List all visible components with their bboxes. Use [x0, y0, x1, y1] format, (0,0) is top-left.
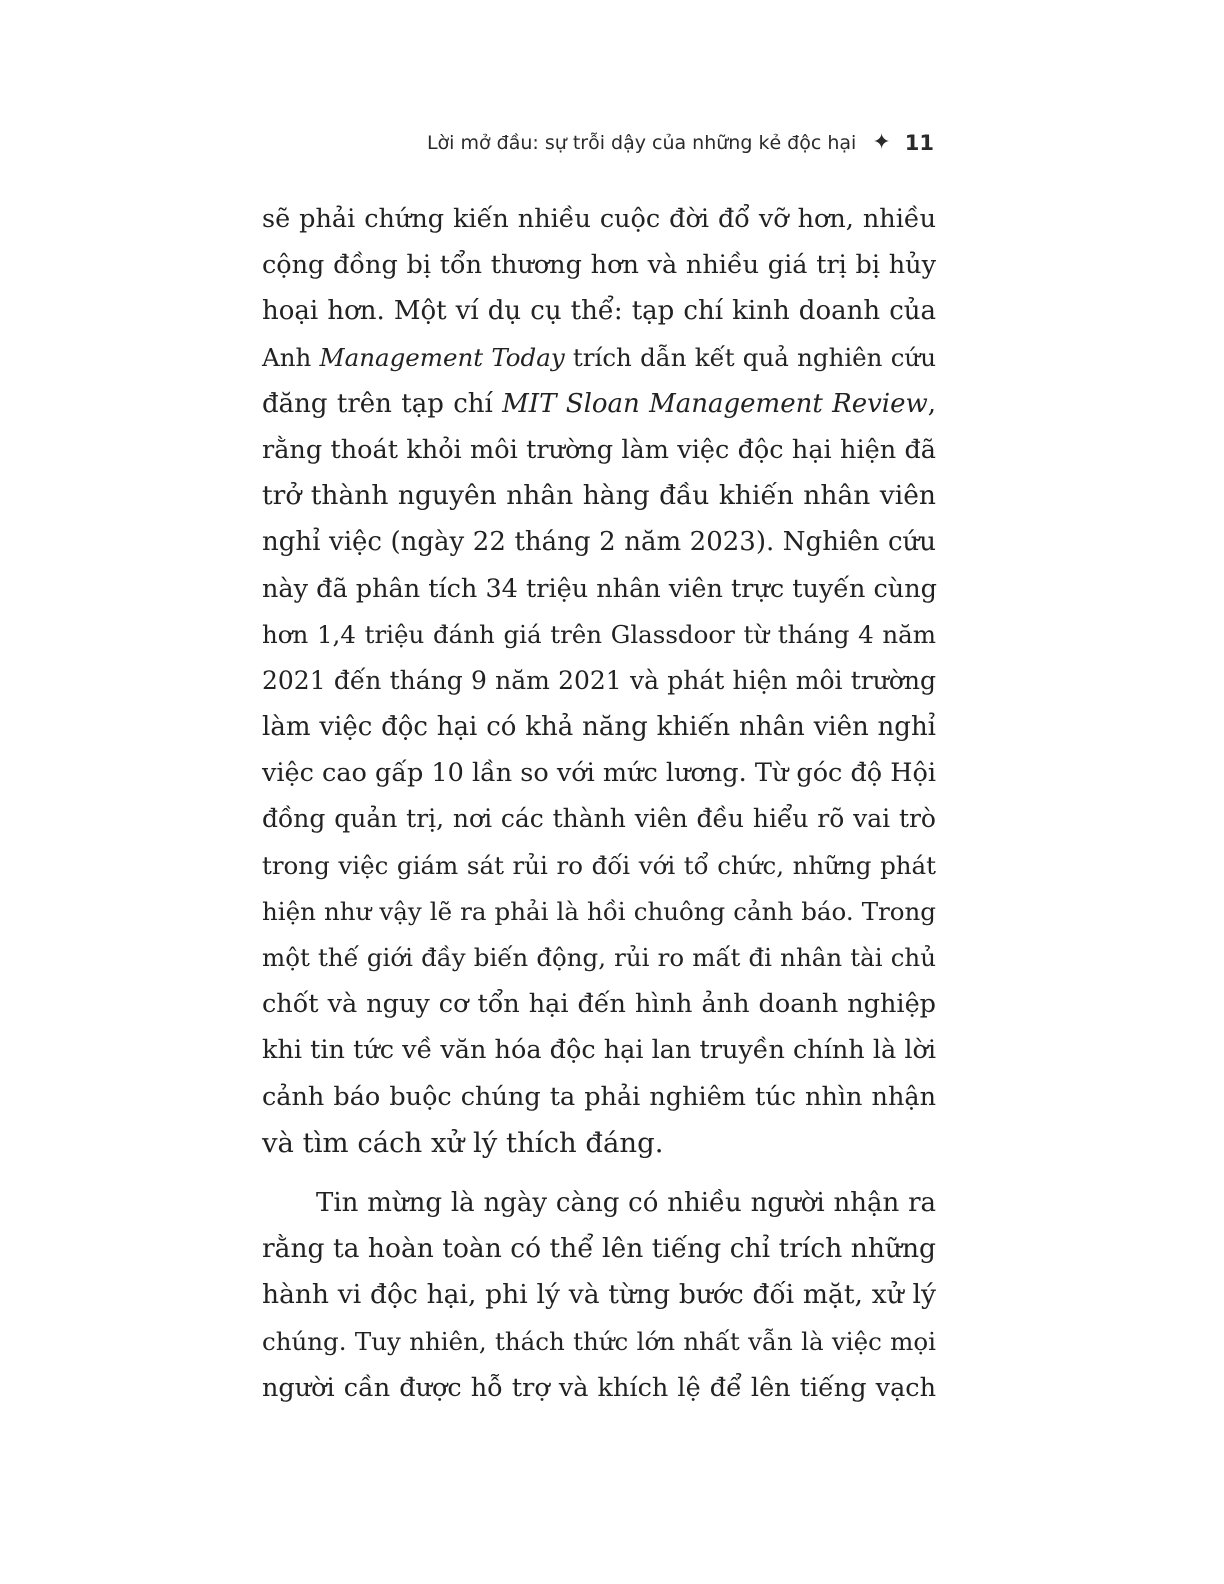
- text-line: chúng. Tuy nhiên, thách thức lớn nhất vẫn là việc mọi: [262, 1326, 936, 1356]
- text-line: việc cao gấp 10 lần so với mức lương. Từ góc độ Hội: [262, 758, 936, 789]
- text-line: chốt và nguy cơ tổn hại đến hình ảnh doanh nghiệp: [262, 989, 936, 1020]
- text-line: nghỉ việc (ngày 22 tháng 2 năm 2023). Nghiên cứu: [262, 527, 936, 558]
- text-line: và tìm cách xử lý thích đáng.: [262, 1126, 664, 1159]
- text-line: hoại hơn. Một ví dụ cụ thể: tạp chí kinh doanh của: [262, 296, 936, 327]
- text-line: sẽ phải chứng kiến nhiều cuộc đời đổ vỡ hơn, nhiều: [262, 204, 936, 234]
- text-line: rằng ta hoàn toàn có thể lên tiếng chỉ trích những: [262, 1233, 936, 1265]
- body-text: [262, 196, 936, 1411]
- paragraph-gap: [262, 1166, 936, 1180]
- publication-title: MIT Sloan Management Review: [502, 388, 928, 419]
- text-line: khi tin tức về văn hóa độc hại lan truyền chính là lời: [262, 1035, 936, 1066]
- text-line: người cần được hỗ trợ và khích lệ để lên tiếng vạch: [262, 1372, 936, 1403]
- running-title: Lời mở đầu: sự trỗi dậy của những kẻ độc hại: [426, 131, 857, 154]
- publication-title: Management Today: [319, 342, 565, 372]
- text-run: đăng trên tạp chí: [262, 388, 503, 419]
- text-line: làm việc độc hại có khả năng khiến nhân viên nghỉ: [262, 712, 936, 743]
- text-line: hơn 1,4 triệu đánh giá trên Glassdoor từ tháng 4 năm: [262, 619, 936, 649]
- text-line: rằng thoát khỏi môi trường làm việc độc hại hiện đã: [262, 434, 936, 465]
- text-line: cộng đồng bị tổn thương hơn và nhiều giá trị bị hủy: [262, 250, 936, 281]
- star-separator-icon: ✦: [872, 130, 891, 155]
- text-line: Tin mừng là ngày càng có nhiều người nhận ra: [316, 1187, 936, 1218]
- text-line: hiện như vậy lẽ ra phải là hồi chuông cảnh báo. Trong: [262, 896, 936, 926]
- page-number: 11: [904, 130, 934, 155]
- text-line: này đã phân tích 34 triệu nhân viên trực tuyến cùng: [262, 573, 937, 604]
- text-run: trích dẫn kết quả nghiên cứu: [564, 342, 936, 372]
- text-line: hành vi độc hại, phi lý và từng bước đối mặt, xử lý: [262, 1279, 936, 1311]
- text-line: một thế giới đầy biến động, rủi ro mất đi nhân tài chủ: [262, 943, 936, 972]
- paragraph-2: [262, 1180, 936, 1411]
- text-run: Anh: [262, 342, 320, 372]
- text-run: ,: [927, 388, 936, 419]
- running-header: [427, 130, 934, 155]
- text-line: trở thành nguyên nhân hàng đầu khiến nhân viên: [262, 480, 936, 512]
- text-line: 2021 đến tháng 9 năm 2021 và phát hiện môi trường: [262, 665, 936, 695]
- paragraph-1: [262, 196, 936, 1166]
- text-line: trong việc giám sát rủi ro đối với tổ chức, những phát: [262, 850, 936, 880]
- text-line: [262, 381, 936, 427]
- text-line: [262, 335, 936, 381]
- text-line: đồng quản trị, nơi các thành viên đều hiểu rõ vai trò: [262, 804, 936, 834]
- text-line: cảnh báo buộc chúng ta phải nghiêm túc nhìn nhận: [262, 1081, 936, 1112]
